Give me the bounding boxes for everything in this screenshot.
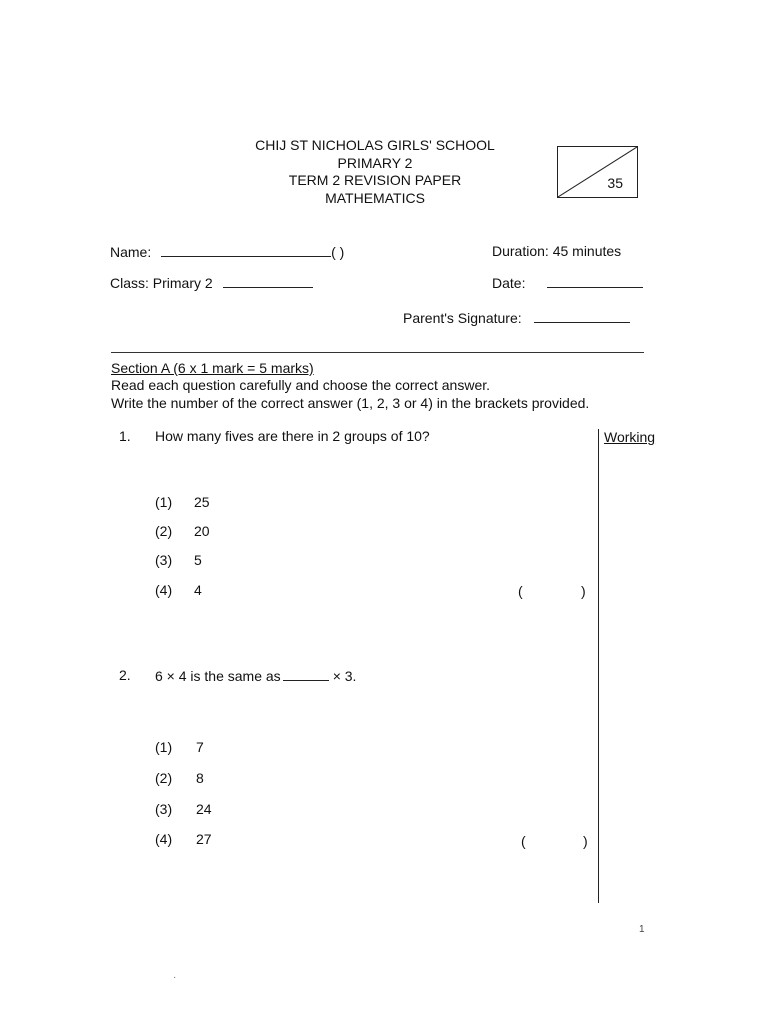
working-column-rule bbox=[598, 429, 599, 903]
q1-option-4-value: 4 bbox=[194, 582, 202, 598]
duration: Duration: 45 minutes bbox=[492, 243, 622, 259]
paper-title: TERM 2 REVISION PAPER bbox=[288, 172, 462, 188]
date-label: Date: bbox=[492, 275, 526, 291]
question-1-number: 1. bbox=[119, 428, 131, 444]
section-a-title: Section A (6 x 1 mark = 5 marks) bbox=[111, 360, 314, 376]
school-name: CHIJ ST NICHOLAS GIRLS' SCHOOL bbox=[255, 137, 495, 153]
question-2-text-before: 6 × 4 is the same as bbox=[155, 668, 281, 684]
scan-speck: · bbox=[173, 972, 177, 983]
question-2-number: 2. bbox=[119, 667, 131, 683]
class-blank[interactable] bbox=[223, 273, 313, 288]
header-divider bbox=[111, 352, 644, 353]
q2-option-4-number: (4) bbox=[155, 831, 173, 847]
signature-blank[interactable] bbox=[534, 308, 630, 323]
q2-option-3-value: 24 bbox=[196, 801, 212, 817]
date-field bbox=[492, 273, 643, 292]
q1-option-2-number: (2) bbox=[155, 523, 173, 539]
name-field bbox=[110, 242, 344, 261]
instruction-line-1: Read each question carefully and choose the correct answer. bbox=[111, 377, 491, 393]
q1-answer-bracket-open: ( bbox=[518, 583, 523, 599]
q1-option-1-number: (1) bbox=[155, 494, 173, 510]
name-label: Name: bbox=[110, 244, 152, 260]
class-field bbox=[110, 273, 313, 292]
signature-field bbox=[403, 308, 630, 327]
signature-label: Parent's Signature: bbox=[403, 310, 522, 326]
question-1-text: How many fives are there in 2 groups of 10? bbox=[155, 428, 430, 444]
q2-answer-bracket-open: ( bbox=[521, 833, 526, 849]
name-blank[interactable] bbox=[161, 242, 331, 257]
q1-option-3-value: 5 bbox=[194, 552, 202, 568]
q2-option-2-value: 8 bbox=[196, 770, 204, 786]
instruction-line-2: Write the number of the correct answer (1, 2, 3 or 4) in the brackets provided. bbox=[111, 395, 590, 411]
paper-level: PRIMARY 2 bbox=[337, 155, 413, 171]
q2-option-3-number: (3) bbox=[155, 801, 173, 817]
q1-answer-bracket-close: ) bbox=[581, 583, 586, 599]
score-box bbox=[557, 146, 638, 198]
q1-option-1-value: 25 bbox=[194, 494, 210, 510]
name-bracket: ( ) bbox=[331, 244, 345, 260]
date-blank[interactable] bbox=[547, 273, 643, 288]
page-number: 1 bbox=[639, 924, 645, 935]
paper-subject: MATHEMATICS bbox=[325, 190, 425, 206]
q2-option-4-value: 27 bbox=[196, 831, 212, 847]
q2-option-2-number: (2) bbox=[155, 770, 173, 786]
question-2-blank[interactable] bbox=[283, 667, 329, 681]
q2-answer-bracket-close: ) bbox=[583, 833, 588, 849]
score-diagonal bbox=[558, 147, 637, 197]
working-label: Working bbox=[604, 429, 656, 445]
class-label: Class: Primary 2 bbox=[110, 275, 213, 291]
question-2-text-after: × 3. bbox=[332, 668, 357, 684]
q1-option-3-number: (3) bbox=[155, 552, 173, 568]
q1-option-4-number: (4) bbox=[155, 582, 173, 598]
score-total: 35 bbox=[607, 175, 623, 191]
q2-option-1-value: 7 bbox=[196, 739, 204, 755]
q1-option-2-value: 20 bbox=[194, 523, 210, 539]
q2-option-1-number: (1) bbox=[155, 739, 173, 755]
question-2-text bbox=[155, 667, 356, 684]
